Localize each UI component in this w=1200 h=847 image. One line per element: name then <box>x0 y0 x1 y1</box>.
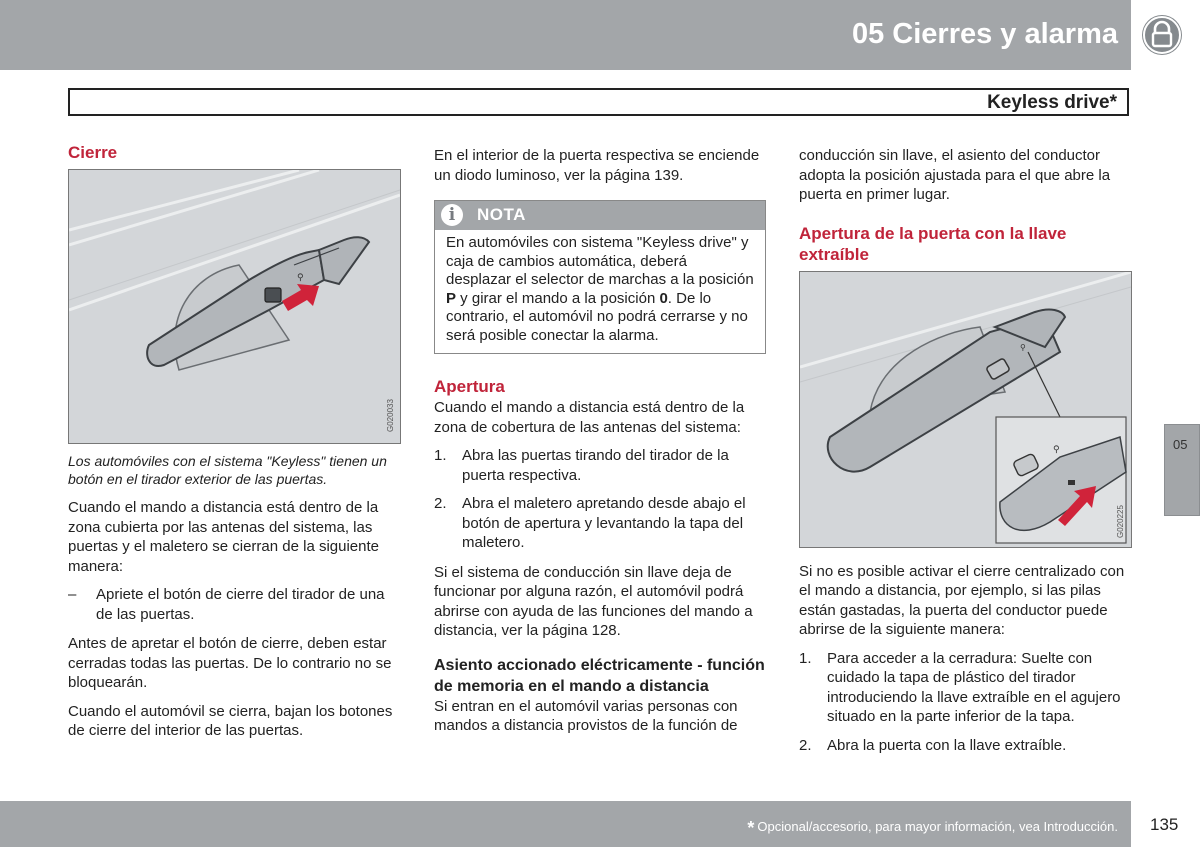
paragraph: Cuando el mando a distancia está dentro de la zona cubierta por las antenas del sistema, las puertas y el maletero se cierran de la siguiente manera: <box>68 499 380 575</box>
column-1 <box>68 142 401 750</box>
paragraph: Si no es posible activar el cierre centralizado con el mando a distancia, por ejemplo, si las pilas están gastadas, la puerta del conductor puede abrirse de la siguiente manera: <box>799 562 1125 638</box>
svg-text:⚲: ⚲ <box>297 273 304 283</box>
info-icon: i <box>441 204 463 226</box>
list-item: 2. Abra el maletero apretando desde abajo el botón de apertura y levantando la tapa del maletero. <box>434 495 746 551</box>
numbered-list <box>799 649 1132 756</box>
figure-door-handle-lock <box>68 169 401 444</box>
footer-note: * Opcional/accesorio, para mayor información, vea Introducción. <box>747 818 1118 838</box>
svg-text:⚲: ⚲ <box>1053 444 1060 455</box>
section-title: Keyless drive* <box>987 92 1117 113</box>
numbered-list <box>434 446 767 553</box>
paragraph: En el interior de la puerta respectiva se enciende un diodo luminoso, ver la página 139. <box>434 147 760 184</box>
heading-apertura: Apertura <box>434 377 505 396</box>
paragraph: Antes de apretar el botón de cierre, deben estar cerradas todas las puertas. De lo contrario no se bloquearán. <box>68 635 392 691</box>
dash-list <box>68 585 401 624</box>
figure-caption: Los automóviles con el sistema "Keyless" tienen un botón en el tirador exterior de las puertas. <box>68 453 387 487</box>
paragraph: conducción sin llave, el asiento del conductor adopta la posición ajustada para el que abre la puerta en primer lugar. <box>799 147 1111 203</box>
list-item: – Apriete el botón de cierre del tirador de una de las puertas. <box>68 586 385 623</box>
note-title: NOTA <box>477 205 526 224</box>
list-item: 1. Abra las puertas tirando del tirador de la puerta respectiva. <box>434 447 729 484</box>
note-box <box>434 200 766 354</box>
padlock-icon <box>1142 15 1182 55</box>
paragraph: Si entran en el automóvil varias personas con mandos a distancia provistos de la función de <box>434 697 738 734</box>
note-header <box>435 201 765 230</box>
section-bar <box>68 88 1129 116</box>
paragraph: Si el sistema de conducción sin llave deja de funcionar por alguna razón, el automóvil podrá abrirse con ayuda de las funciones del mando a distancia, ver la página 128. <box>434 563 753 639</box>
note-body: En automóviles con sistema "Keyless drive" y caja de cambios automática, deberá desplazar el selector de marchas a la posición P y girar el mando a la posición 0. De lo contrario, el automóvil no podrá cerrarse y no será posible conectar la alarma. <box>446 234 754 344</box>
door-handle-illustration <box>69 170 400 443</box>
paragraph: Cuando el automóvil se cierra, bajan los botones de cierre del interior de las puertas. <box>68 702 393 739</box>
figure-code: G020033 <box>386 399 395 432</box>
list-item: 2. Abra la puerta con la llave extraíble. <box>799 736 1067 754</box>
svg-text:⚲: ⚲ <box>1020 342 1026 352</box>
subheading-memory: Asiento accionado eléctricamente - función de memoria en el mando a distancia <box>434 656 765 695</box>
column-3 <box>799 146 1132 765</box>
heading-key-opening: Apertura de la puerta con la llave extraíble <box>799 223 1067 264</box>
chapter-tab-label: 05 <box>1173 437 1188 452</box>
figure-door-handle-key <box>799 271 1132 548</box>
figure-code: G020225 <box>1116 504 1125 538</box>
heading-cierre: Cierre <box>68 143 118 162</box>
list-item: 1. Para acceder a la cerradura: Suelte con cuidado la tapa de plástico del tirador introduciendo la llave extraíble en el agujero situado en la parte inferior de la tapa. <box>799 649 1121 725</box>
asterisk-mark: * <box>747 818 755 838</box>
door-handle-key-illustration <box>800 272 1131 547</box>
column-2 <box>434 146 767 745</box>
paragraph: Cuando el mando a distancia está dentro de la zona de cobertura de las antenas del sistema: <box>434 399 745 436</box>
page-number: 135 <box>1150 815 1179 834</box>
chapter-title: 05 Cierres y alarma <box>851 18 1118 50</box>
